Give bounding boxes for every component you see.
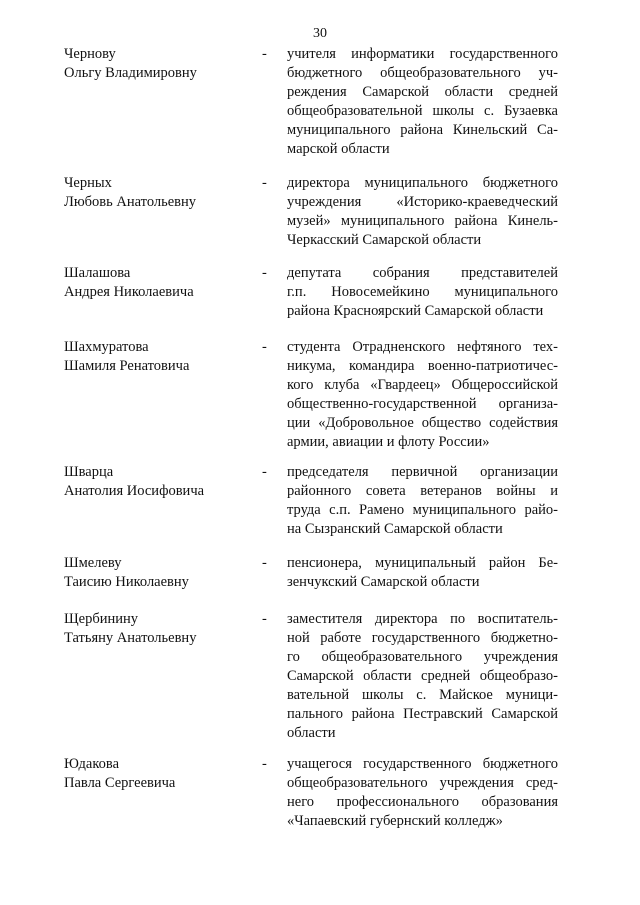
description-line: вательной школы с. Майское муници- <box>287 687 558 703</box>
given-names: Анатолия Иосифовича <box>64 483 205 499</box>
description-line: пенсионера, муниципальный район Бе- <box>287 555 558 571</box>
dash-separator: - <box>262 175 267 191</box>
given-names: Любовь Анатольевну <box>64 194 197 210</box>
description-line: бюджетного общеобразовательного уч- <box>287 65 558 81</box>
description-line: г.п. Новосемейкино муниципального <box>287 284 558 300</box>
description-line: районного совета ветеранов войны и <box>287 483 558 499</box>
person-name <box>64 338 254 376</box>
description-line: Самарской области средней общеобразо- <box>287 668 558 684</box>
dash-separator: - <box>262 611 267 627</box>
surname: Шалашова <box>64 265 131 281</box>
description-line: директора муниципального бюджетного <box>287 175 558 191</box>
description-line: общеобразовательной школы с. Бузаевка <box>287 103 558 119</box>
description <box>287 554 558 592</box>
description-line: ции «Добровольное общество содействия <box>287 415 558 431</box>
description-line: труда с.п. Рамено муниципального райо- <box>287 502 558 518</box>
description-line: студента Отрадненского нефтяного тех- <box>287 339 558 355</box>
dash-separator: - <box>262 555 267 571</box>
person-name <box>64 174 254 212</box>
person-name <box>64 463 254 501</box>
given-names: Павла Сергеевича <box>64 775 176 791</box>
description-line: заместителя директора по воспитатель- <box>287 611 558 627</box>
description-line: реждения Самарской области средней <box>287 84 558 100</box>
dash-separator: - <box>262 46 267 62</box>
surname: Шахмуратова <box>64 339 149 355</box>
person-name <box>64 755 254 793</box>
description-line: депутата собрания представителей <box>287 265 558 281</box>
dash-separator: - <box>262 756 267 772</box>
description-line: пального района Пестравский Самарской <box>287 706 558 722</box>
description-line: области <box>287 725 336 741</box>
description-line: Черкасский Самарской области <box>287 232 482 248</box>
description-line: него профессионального образования <box>287 794 558 810</box>
page-number: 30 <box>313 26 327 41</box>
surname: Шмелеву <box>64 555 122 571</box>
person-name <box>64 610 254 648</box>
description-line: марской области <box>287 141 390 157</box>
person-name <box>64 554 254 592</box>
description-line: никума, командира военно-патриотичес- <box>287 358 558 374</box>
person-name <box>64 264 254 302</box>
description <box>287 610 558 743</box>
surname: Чернову <box>64 46 116 62</box>
description-line: на Сызранский Самарской области <box>287 521 503 537</box>
description-line: общеобразовательного учреждения сред- <box>287 775 558 791</box>
description-line: музей» муниципального района Кинель- <box>287 213 558 229</box>
given-names: Татьяну Анатольевну <box>64 630 197 646</box>
description-line: общественно-государственной организа- <box>287 396 558 412</box>
description <box>287 463 558 539</box>
description-line: го общеобразовательного учреждения <box>287 649 558 665</box>
description <box>287 174 558 250</box>
description <box>287 338 558 452</box>
description-line: зенчукский Самарской области <box>287 574 480 590</box>
description-line: учителя информатики государственного <box>287 46 558 62</box>
description-line: ной работе государственного бюджетно- <box>287 630 558 646</box>
description-line: района Красноярский Самарской области <box>287 303 544 319</box>
description-line: муниципального района Кинельский Са- <box>287 122 558 138</box>
given-names: Таисию Николаевну <box>64 574 189 590</box>
description-line: председателя первичной организации <box>287 464 558 480</box>
surname: Юдакова <box>64 756 120 772</box>
given-names: Андрея Николаевича <box>64 284 194 300</box>
description-line: учреждения «Историко-краеведческий <box>287 194 558 210</box>
surname: Черных <box>64 175 112 191</box>
description <box>287 45 558 159</box>
person-name <box>64 45 254 83</box>
surname: Шварца <box>64 464 114 480</box>
dash-separator: - <box>262 339 267 355</box>
surname: Щербинину <box>64 611 138 627</box>
description-line: армии, авиации и флоту России» <box>287 434 490 450</box>
dash-separator: - <box>262 464 267 480</box>
dash-separator: - <box>262 265 267 281</box>
description-line: «Чапаевский губернский колледж» <box>287 813 503 829</box>
description-line: учащегося государственного бюджетного <box>287 756 558 772</box>
description <box>287 264 558 321</box>
given-names: Ольгу Владимировну <box>64 65 197 81</box>
description-line: кого клуба «Гвардеец» Общероссийской <box>287 377 558 393</box>
given-names: Шамиля Ренатовича <box>64 358 190 374</box>
description <box>287 755 558 831</box>
